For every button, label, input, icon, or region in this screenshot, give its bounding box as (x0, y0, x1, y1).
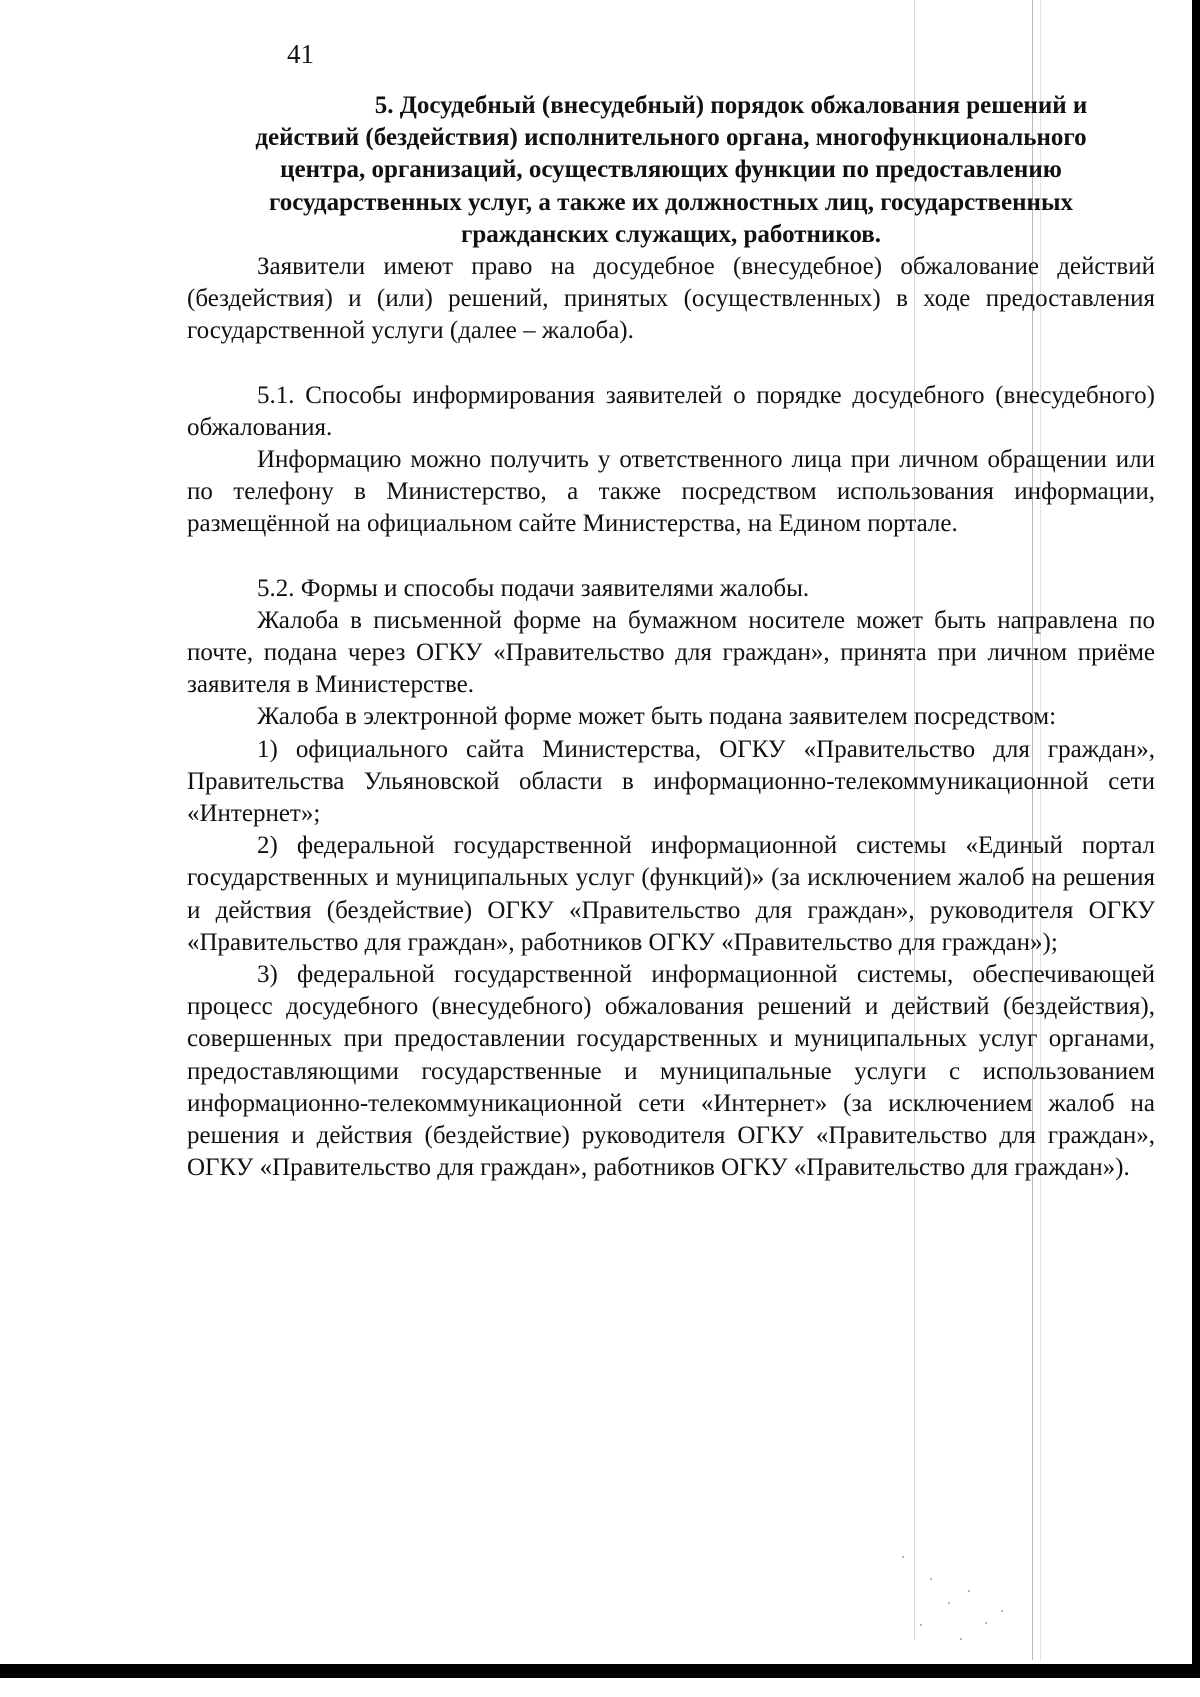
heading-line: государственных услуг, а также их должностных лиц, государственных (269, 188, 1073, 216)
heading-line: гражданских служащих, работников. (460, 220, 882, 248)
page-number-text: 41 (287, 39, 314, 69)
section-heading (187, 90, 1155, 251)
section-5-2-title: 5.2. Формы и способы подачи заявителями жалобы. (257, 574, 810, 602)
list-item-1: 1) официального сайта Министерства, ОГКУ «Правительство для граждан», Правительства Ульяновской области в информационно-телекоммуникационной сети «Интернет»; (187, 735, 1155, 828)
page-number (0, 38, 1200, 70)
list-item-2: 2) федеральной государственной информационной системы «Единый портал государственных и муниципальных услуг (функций)» (за исключением жалоб на решения и действия (бездействие) ОГКУ «Правительство для граждан», руководителя ОГКУ «Правительство для граждан», работников ОГКУ «Правительство для граждан»); (187, 832, 1155, 956)
spacer (187, 541, 1155, 573)
heading-line: действий (бездействия) исполнительного органа, многофункционального (255, 124, 1087, 152)
scan-speck (930, 1578, 932, 1580)
scan-speck (1001, 1610, 1003, 1612)
heading-line: центра, организаций, осуществляющих функции по предоставлению (280, 156, 1062, 184)
scan-edge-bottom (0, 1664, 1200, 1678)
section-5-1-body: Информацию можно получить у ответственного лица при личном обращении или по телефону в Министерство, а также посредством использования информации, размещённой на официальном сайте Министерства, на Едином портале. (187, 446, 1155, 538)
section-5-2-electronic-form: Жалоба в электронной форме может быть подана заявителем посредством: (257, 703, 1057, 731)
scan-speck (960, 1638, 962, 1640)
scan-speck (985, 1622, 987, 1624)
scan-edge-right (1192, 0, 1200, 1678)
scan-speck (902, 1556, 904, 1558)
heading-line: 5. Досудебный (внесудебный) порядок обжалования решений и (374, 92, 1088, 119)
spacer (187, 348, 1155, 380)
list-item-3: 3) федеральной государственной информационной системы, обеспечивающей процесс досудебного (внесудебного) обжалования решений и действий (бездействия), совершенных при предоставлении государственных и муниципальных услуг органами, предоставляющими государственные и муниципальные услуги с использованием информационно-телекоммуникационной сети «Интернет» (за исключением жалоб на решения и действия (бездействие) руководителя ОГКУ «Правительство для граждан», ОГКУ «Правительство для граждан», работников ОГКУ «Правительство для граждан»). (187, 961, 1155, 1182)
section-5-1-title: 5.1. Способы информирования заявителей о порядке досудебного (внесудебного) обжалования. (187, 381, 1155, 441)
scan-speck (968, 1590, 970, 1592)
scan-speck (920, 1624, 922, 1626)
scan-speck (948, 1602, 950, 1604)
section-5-2-paper-form: Жалоба в письменной форме на бумажном носителе может быть направлена по почте, подана через ОГКУ «Правительство для граждан», принята при личном приёме заявителя в Министерстве. (187, 606, 1155, 699)
document-body (187, 90, 1155, 1185)
intro-paragraph: Заявители имеют право на досудебное (внесудебное) обжалование действий (бездействия) и (или) решений, принятых (осуществленных) в ходе предоставления государственной услуги (далее – жалоба). (187, 253, 1155, 345)
